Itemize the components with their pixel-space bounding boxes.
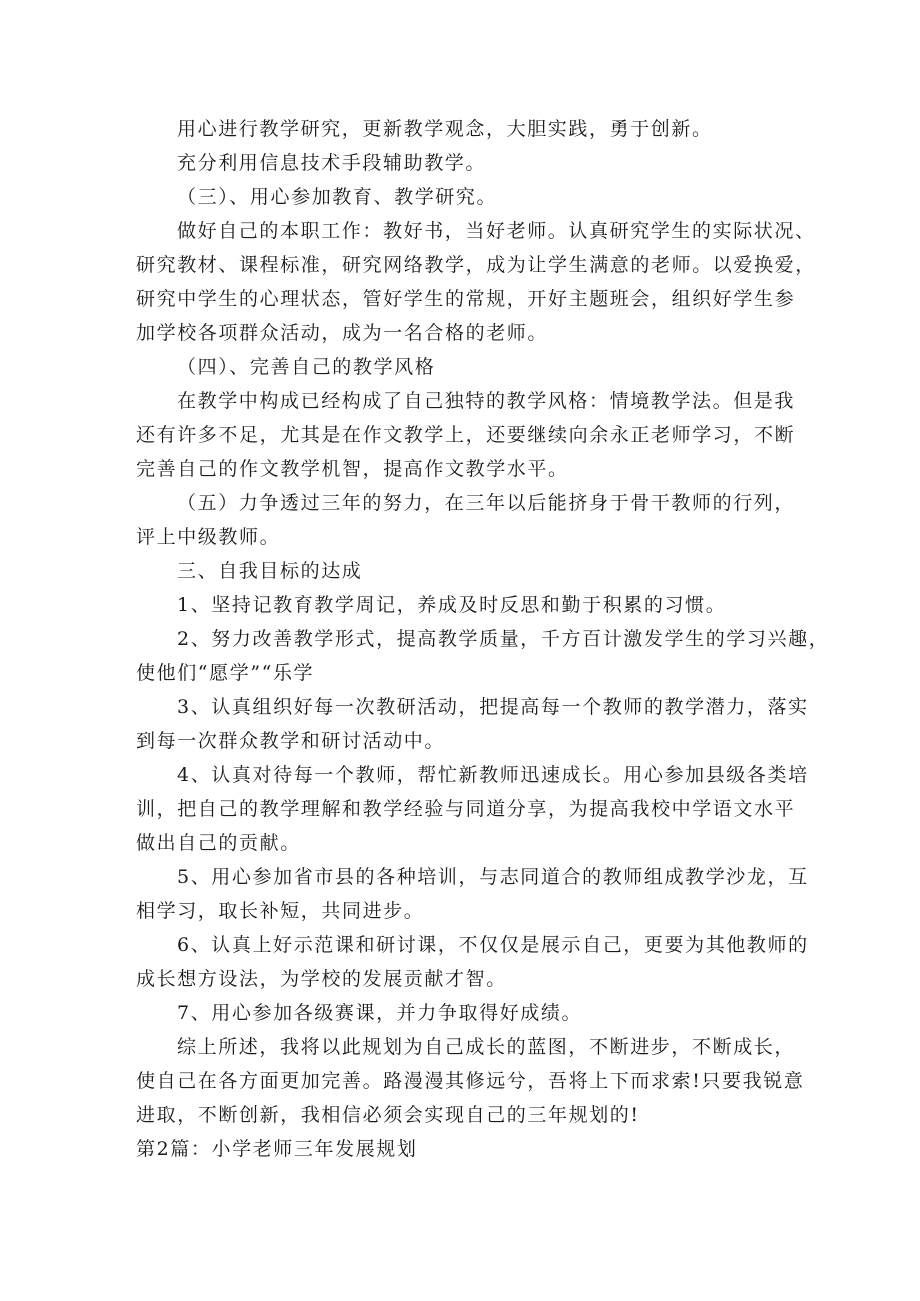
article-title: 第2篇：小学老师三年发展规划 xyxy=(136,1138,418,1160)
list-item-continuation: 做出自己的贡献。 xyxy=(136,832,301,854)
paragraph-line: 评上中级教师。 xyxy=(136,526,281,548)
paragraph-line: 加学校各项群众活动，成为一名合格的老师。 xyxy=(136,322,549,344)
list-item-continuation: 训，把自己的教学理解和教学经验与同道分享，为提高我校中学语文水平 xyxy=(136,798,796,820)
list-item-continuation: 到每一次群众教学和研讨活动中。 xyxy=(136,730,446,752)
list-item: 5、用心参加省市县的各种培训，与志同道合的教师组成教学沙龙，互 xyxy=(177,866,809,888)
list-item: 6、认真上好示范课和研讨课，不仅仅是展示自己，更要为其他教师的 xyxy=(177,934,809,956)
list-item: 7、用心参加各级赛课，并力争取得好成绩。 xyxy=(177,1002,583,1024)
list-item: 1、坚持记教育教学周记，养成及时反思和勤于积累的习惯。 xyxy=(177,594,727,616)
paragraph-line: 完善自己的作文教学机智，提高作文教学水平。 xyxy=(136,458,569,480)
paragraph-line: 充分利用信息技术手段辅助教学。 xyxy=(177,152,487,174)
paragraph-line: 进取，不断创新，我相信必须会实现自己的三年规划的! xyxy=(136,1104,640,1126)
list-item: 3、认真组织好每一次教研活动，把提高每一个教师的教学潜力，落实 xyxy=(177,696,809,718)
list-item-continuation: 相学习，取长补短，共同进步。 xyxy=(136,900,425,922)
section-heading: （五）力争透过三年的努力，在三年以后能挤身于骨干教师的行列， xyxy=(177,492,796,514)
paragraph-line: 研究教材、课程标准，研究网络教学，成为让学生满意的老师。以爱换爱， xyxy=(136,254,816,276)
paragraph-line: 用心进行教学研究，更新教学观念，大胆实践，勇于创新。 xyxy=(177,118,713,140)
paragraph-line: 研究中学生的心理状态，管好学生的常规，开好主题班会，组织好学生参 xyxy=(136,288,796,310)
list-item: 4、认真对待每一个教师，帮忙新教师迅速成长。用心参加县级各类培 xyxy=(177,764,809,786)
paragraph-line: 做好自己的本职工作：教好书，当好老师。认真研究学生的实际状况、 xyxy=(177,220,816,242)
paragraph-line: 使自己在各方面更加完善。路漫漫其修远兮，吾将上下而求索!只要我锐意 xyxy=(136,1070,805,1092)
section-heading: （三）、用心参加教育、教学研究。 xyxy=(177,186,498,208)
paragraph-line: 综上所述，我将以此规划为自己成长的蓝图，不断进步，不断成长， xyxy=(177,1036,796,1058)
list-item-continuation: 成长想方设法，为学校的发展贡献才智。 xyxy=(136,968,507,990)
section-heading: 三、自我目标的达成 xyxy=(177,560,363,582)
list-item: 2、努力改善教学形式，提高教学质量，千方百计激发学生的学习兴趣， xyxy=(177,628,830,650)
section-heading: （四）、完善自己的教学风格 xyxy=(177,356,436,378)
paragraph-line: 还有许多不足，尤其是在作文教学上，还要继续向余永正老师学习，不断 xyxy=(136,424,796,446)
paragraph-line: 在教学中构成已经构成了自己独特的教学风格：情境教学法。但是我 xyxy=(177,390,796,412)
list-item-continuation: 使他们“愿学”“乐学 xyxy=(136,662,315,684)
